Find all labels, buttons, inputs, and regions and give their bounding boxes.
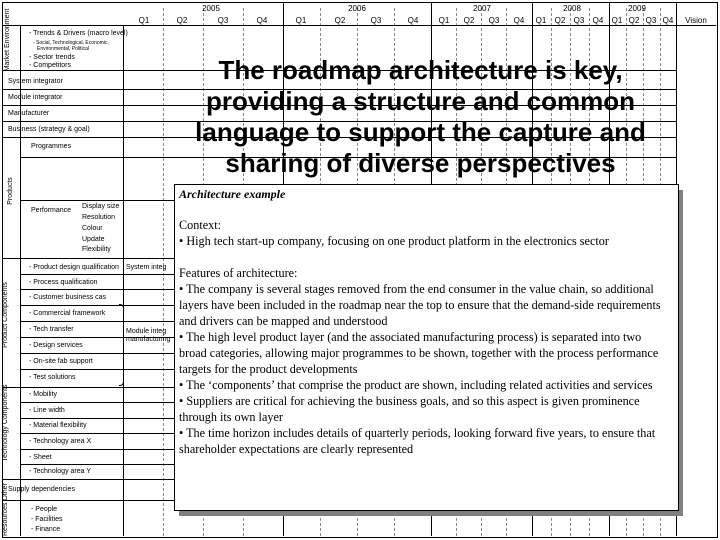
quarter-label: Q2 [554, 16, 566, 25]
year-label-2007: 2007 [473, 4, 491, 13]
perf-item-flexibility: Flexibility [82, 246, 111, 253]
row-label-test-solutions: - Test solutions [29, 374, 76, 381]
component-bracket [119, 304, 124, 386]
row-label-finance: - Finance [31, 526, 61, 533]
row-label-business: Business (strategy & goal) [8, 126, 90, 133]
context-heading: Context: [179, 218, 221, 232]
popup-body [179, 217, 671, 457]
section-label-product-components: Product Components [2, 282, 9, 348]
quarter-label: Q4 [592, 16, 604, 25]
feature-item: • Suppliers are critical for achieving the business goals, and so this aspect is given prominence through its own layer [179, 394, 640, 424]
feature-item: • The ‘components’ that comprise the product are shown, including related activities and services [179, 378, 653, 392]
perf-item-resolution: Resolution [82, 214, 116, 221]
row-label-module-integrator: Module integrator [8, 94, 63, 101]
row-label-facilities: - Facilities [31, 516, 63, 523]
row-label-line-width: - Line width [29, 407, 65, 414]
quarter-label: Q1 [438, 16, 450, 25]
row-label-process-qual: - Process qualification [29, 279, 98, 286]
row-label-technology-y: - Technology area Y [29, 468, 92, 475]
row-label-programmes: Programmes [31, 143, 72, 150]
slide-headline: The roadmap architecture is key, providing a structure and common language to support the capture and sharing of diverse perspectives [195, 55, 646, 178]
row-label-sector-trends: - Sector trends [29, 54, 75, 61]
year-label-2009: 2009 [628, 4, 646, 13]
quarter-label: Q3 [488, 16, 500, 25]
row-label-system-integrator: System integrator [8, 78, 63, 85]
quarter-label: Q1 [535, 16, 547, 25]
row-label-trends: - Trends & Drivers (macro level) [29, 30, 128, 37]
section-label-market-environment: Market Environment [4, 8, 11, 72]
features-heading: Features of architecture: [179, 266, 298, 280]
row-label-mobility: - Mobility [29, 391, 58, 398]
feature-item: • The high level product layer (and the associated manufacturing process) is separated into two broad categories, allowing major programmes to be shown, together with the process performance targets for the product developments [179, 330, 659, 376]
quarter-label: Q3 [370, 16, 382, 25]
quarter-label: Q4 [513, 16, 525, 25]
year-label-2005: 2005 [202, 4, 220, 13]
perf-item-update: Update [82, 236, 105, 243]
row-label-design-services: - Design services [29, 342, 83, 349]
quarter-label: Q1 [295, 16, 307, 25]
year-label-2006: 2006 [348, 4, 366, 13]
section-label-technology-components: Technology Components [2, 384, 9, 462]
row-label-system-integ: System integ [126, 264, 167, 271]
row-label-trends-sub2: Environmental, Political [37, 46, 89, 52]
quarter-label: Q3 [645, 16, 657, 25]
row-label-supply-dependencies: Supply dependencies [8, 486, 75, 493]
row-label-module-integ: Module integ [126, 328, 167, 335]
row-label-technology-x: - Technology area X [29, 438, 92, 445]
section-label-resources: Resources Other [2, 483, 9, 536]
quarter-label: Q2 [334, 16, 346, 25]
quarter-label: Q1 [138, 16, 150, 25]
row-label-tech-transfer: - Tech transfer [29, 326, 74, 333]
architecture-example-popup [174, 184, 679, 511]
quarter-label: Q2 [176, 16, 188, 25]
popup-title: Architecture example [179, 187, 286, 201]
feature-item: • The company is several stages removed from the end consumer in the value chain, so additional layers have been included in the roadmap near the top to ensure that the demand-side requirements and drivers can be mapped and understood [179, 282, 661, 328]
quarter-label: Q4 [256, 16, 268, 25]
row-label-manufacturer: Manufacturer [8, 110, 50, 117]
row-label-competitors: - Competitors [29, 62, 72, 69]
row-label-performance: Performance [31, 207, 72, 214]
quarter-label: Q3 [573, 16, 585, 25]
quarter-label: Q1 [611, 16, 623, 25]
row-label-customer-business: - Customer business cas [29, 294, 107, 301]
quarter-label: Q2 [628, 16, 640, 25]
perf-item-display-size: Display size [82, 203, 120, 210]
context-body: • High tech start-up company, focusing on one product platform in the electronics sector [179, 234, 609, 248]
row-label-commercial-framework: - Commercial framework [29, 310, 106, 317]
row-label-material-flexibility: - Material flexibility [29, 422, 87, 429]
quarter-label: Q3 [217, 16, 229, 25]
year-label-2008: 2008 [563, 4, 581, 13]
row-label-manufacturing: manufacturing [126, 336, 171, 343]
quarter-label: Q4 [407, 16, 419, 25]
feature-item: • The time horizon includes details of quarterly periods, looking forward five years, to ensure that shareholder expectations are clearly represented [179, 426, 656, 456]
section-label-products: Products [7, 177, 14, 205]
quarter-label: Q4 [662, 16, 674, 25]
row-label-people: - People [31, 506, 58, 513]
quarter-label: Q2 [463, 16, 475, 25]
perf-item-colour: Colour [82, 225, 103, 232]
row-label-product-design-qual: - Product design qualification [29, 264, 119, 271]
row-label-trends-sub1: - Social, Technological, Economic, [33, 40, 109, 46]
row-label-onsite-fab: - On-site fab support [29, 358, 93, 365]
vision-label: Vision [685, 16, 707, 25]
row-label-sheet: - Sheet [29, 454, 52, 461]
